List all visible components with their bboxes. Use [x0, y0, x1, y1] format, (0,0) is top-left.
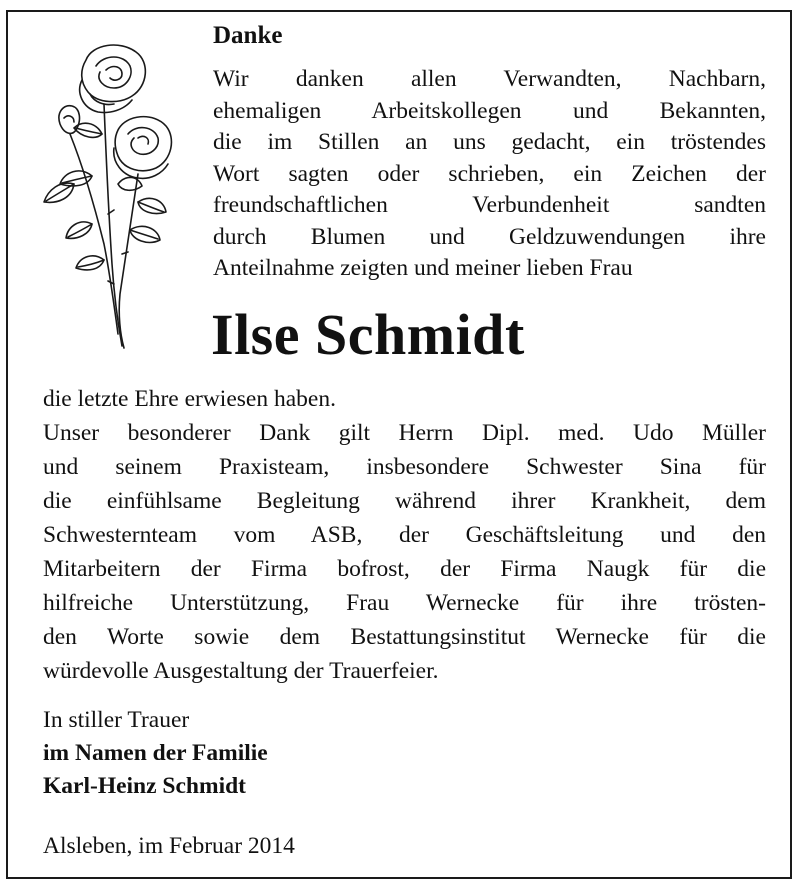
intro-line: Wort sagten oder schrieben, ein Zeichen der: [213, 160, 766, 187]
body-line: die einfühlsame Begleitung während ihrer Krankheit, dem: [43, 488, 766, 514]
place-date: Alsleben, im Februar 2014: [43, 833, 295, 859]
intro-line: die im Stillen an uns gedacht, ein tröstendes: [213, 129, 766, 155]
intro-line: freundschaftlichen Verbundenheit sandten: [213, 192, 766, 218]
intro-line: durch Blumen und Geldzuwendungen ihre: [213, 223, 766, 250]
intro-line: ehemaligen Arbeitskollegen und Bekannten,: [213, 97, 766, 124]
deceased-name: Ilse Schmidt: [211, 302, 525, 367]
signature-block: [43, 704, 268, 803]
body-line: würdevolle Ausgestaltung der Trauerfeier.: [43, 658, 439, 684]
body-line: die letzte Ehre erwiesen haben.: [43, 386, 336, 412]
signature-mourning: In stiller Trauer: [43, 707, 190, 733]
signature-family: im Namen der Familie: [43, 740, 268, 766]
rose-illustration-icon: [34, 34, 184, 354]
body-line: und seinem Praxisteam, insbesondere Schwester Sina für: [43, 454, 766, 480]
body-line: Schwesternteam vom ASB, der Geschäftsleitung und den: [43, 522, 766, 548]
heading-danke: Danke: [213, 22, 283, 49]
intro-paragraph: [213, 64, 766, 285]
intro-line: Wir danken allen Verwandten, Nachbarn,: [213, 66, 766, 92]
body-line: Unser besonderer Dank gilt Herrn Dipl. med. Udo Müller: [43, 420, 766, 446]
body-line: den Worte sowie dem Bestattungsinstitut Wernecke für die: [43, 624, 766, 650]
signature-name: Karl-Heinz Schmidt: [43, 773, 246, 799]
body-paragraph: [43, 382, 766, 688]
body-line: hilfreiche Unterstützung, Frau Wernecke für ihre trösten-: [43, 590, 766, 616]
body-line: Mitarbeitern der Firma bofrost, der Firma Naugk für die: [43, 556, 766, 582]
intro-line: Anteilnahme zeigten und meiner lieben Frau: [213, 255, 633, 281]
